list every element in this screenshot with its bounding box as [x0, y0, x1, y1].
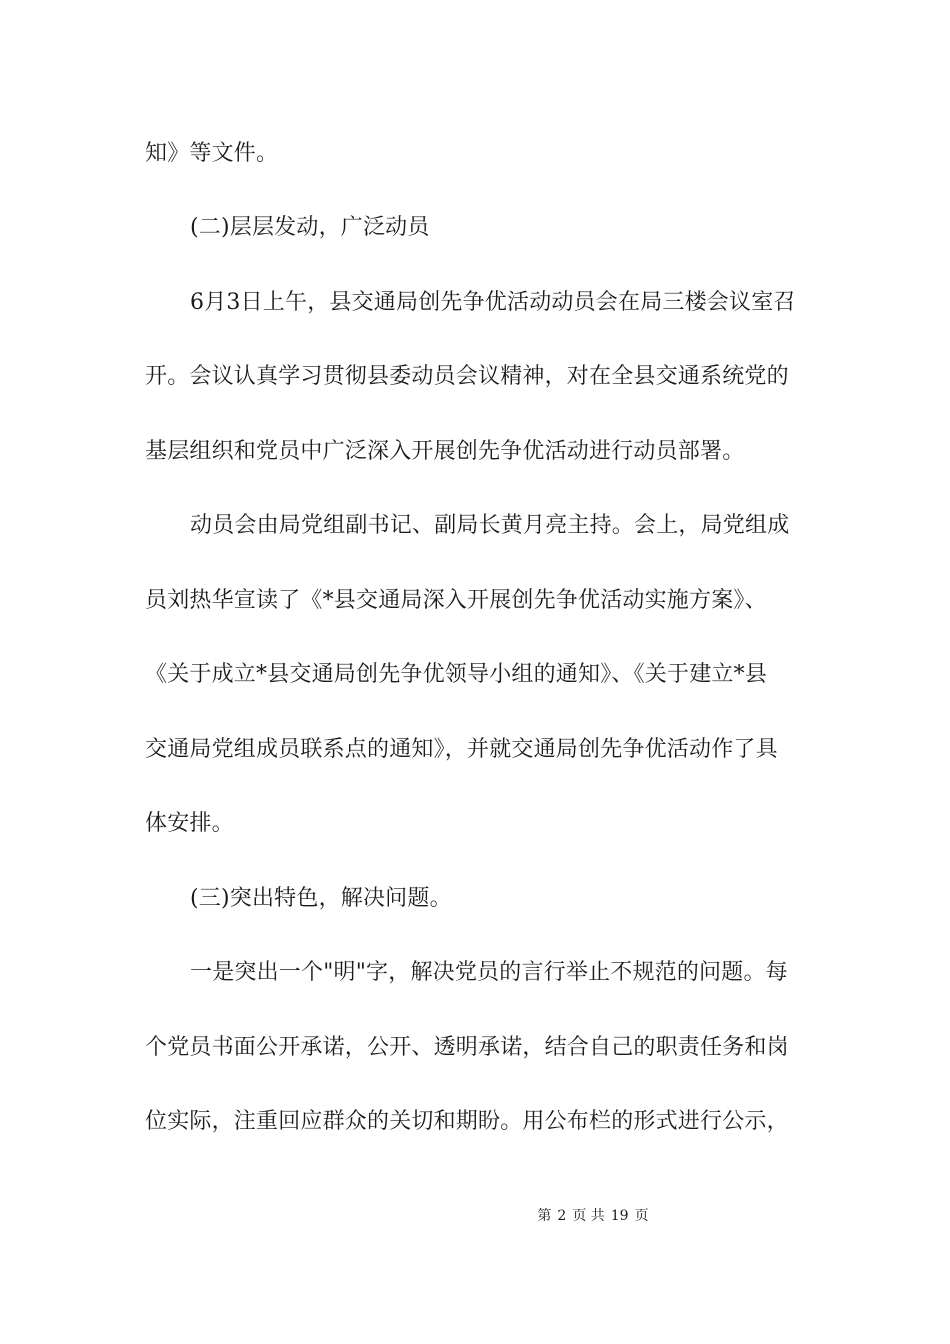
footer-page-number: 2 [557, 1208, 567, 1224]
page-footer [0, 1206, 950, 1226]
paragraph-3-line-3: 位实际，注重回应群众的关切和期盼。用公布栏的形式进行公示， [145, 1109, 789, 1134]
footer-prefix: 第 [537, 1208, 552, 1224]
section-heading-2: (二)层层发动，广泛动员 [190, 215, 430, 240]
paragraph-2-line-1: 动员会由局党组副书记、副局长黄月亮主持。会上，局党组成 [190, 513, 790, 538]
paragraph-1-line-1: 6月3日上午，县交通局创先争优活动动员会在局三楼会议室召 [190, 290, 796, 315]
paragraph-1-line-3: 基层组织和党员中广泛深入开展创先争优活动进行动员部署。 [145, 439, 745, 464]
paragraph-2-line-4: 交通局党组成员联系点的通知》，并就交通局创先争优活动作了具 [145, 737, 778, 762]
paragraph-2-line-2: 员刘热华宣读了《*县交通局深入开展创先争优活动实施方案》、 [145, 588, 767, 613]
footer-total-pages: 19 [610, 1208, 629, 1224]
paragraph-2-line-3: 《关于成立*县交通局创先争优领导小组的通知》、《关于建立*县 [145, 662, 768, 687]
section-heading-3: (三)突出特色，解决问题。 [190, 886, 452, 911]
paragraph-2-line-5: 体安排。 [145, 811, 234, 836]
paragraph-3-line-2: 个党员书面公开承诺，公开、透明承诺，结合自己的职责任务和岗 [145, 1035, 789, 1060]
paragraph-3-line-1: 一是突出一个"明"字，解决党员的言行举止不规范的问题。每 [190, 960, 788, 985]
footer-middle: 页 共 [572, 1208, 605, 1224]
footer-suffix: 页 [634, 1208, 649, 1224]
paragraph-1-line-2: 开。会议认真学习贯彻县委动员会议精神，对在全县交通系统党的 [145, 364, 789, 389]
text-line-1: 知》等文件。 [145, 141, 279, 166]
